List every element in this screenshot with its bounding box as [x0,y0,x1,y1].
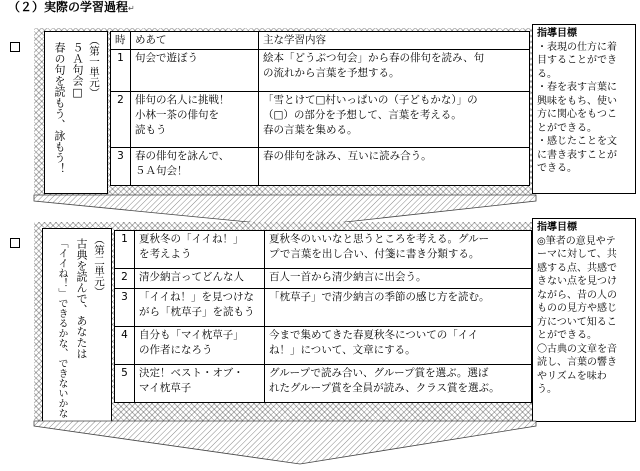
row-number: 3 [115,289,135,327]
bottom-arrow [0,420,640,470]
unit1-title-line1: ５Ａ句会□ [71,42,84,99]
table-row [111,50,530,92]
goal-line: ・表現の仕方に着 [537,41,617,53]
row-number: 1 [115,231,135,269]
goal-line: とができる。 [537,122,597,134]
row-number: 4 [115,327,135,365]
goal-line: ◎筆者の意見やテ [537,235,616,247]
table-row [115,289,532,327]
row-number: 3 [111,148,131,186]
row-content: 夏秋冬のいいなと思うところを考える。グルー プで言葉を出し合い、付箋に書き分類する。 [265,231,532,269]
goal-line: 興味をもち、使い [537,95,617,107]
goal-line: きない点を見つけ [537,276,617,287]
unit1-goals-box [532,24,636,194]
row-number: 5 [115,365,135,403]
row-content: 絵本「どうぶつ句会」から春の俳句を読み、句 の流れから言葉を予想する。 [259,50,530,92]
table-row [115,327,532,365]
row-number: 1 [111,50,131,92]
row-number: 2 [111,92,131,148]
goal-line: に書き表すことが [537,149,617,161]
table-row [115,269,532,289]
header-content: 主な学習内容 [259,32,530,50]
unit2-table [114,230,532,403]
goal-line: やリズムを味わ [537,370,607,382]
row-aim: 俳句の名人に挑戦！ 小林一茶の俳句を 読もう [131,92,259,148]
table-row [115,231,532,269]
unit1-title-line2: 春の句を読もう、詠もう！ [53,42,66,174]
goal-line: とができる。 [537,330,597,341]
unit1-table [110,31,530,186]
bullet-square-1 [10,42,20,52]
table-row [111,148,530,186]
row-content: 百人一首から清少納言に出会う。 [265,269,532,289]
goal-line: る。 [537,68,557,80]
goal-line: 〇古典の文章を音 [537,343,617,355]
goal-line: 読し、言葉の響き [537,357,617,368]
goal-line: 方について知るこ [537,316,617,328]
unit1-goals-heading: 指導目標 [537,28,577,39]
goal-line: う。 [537,384,557,395]
row-content: 春の俳句を詠み、互いに読み合う。 [259,148,530,186]
goal-line: 方に関心をもつこ [537,109,617,120]
row-aim: 自分も「マイ枕草子」 の作者になろう [135,327,265,365]
row-content: 今まで集めてきた春夏秋冬についての「イイ ね！」について、文章にする。 [265,327,532,365]
row-content: 「枕草子」で清少納言の季節の感じ方を読む。 [265,289,532,327]
goal-line: ーマに対して、共 [537,249,617,260]
goal-line: 感する点、共感で [537,262,617,274]
unit1-label: （第一単元） [88,35,100,98]
row-aim: 「イイね！」を見つけな がら「枕草子」を読もう [135,289,265,327]
unit1-header-row [111,32,530,50]
table-row [111,92,530,148]
goal-line: できる。 [537,163,577,174]
unit2-goals-heading: 指導目標 [537,222,577,233]
row-aim: 清少納言ってどんな人 [135,269,265,289]
header-time: 時 [111,32,131,50]
goal-line: ・感じたことを文 [537,136,617,147]
section-title: （２）実際の学習過程↵ [8,0,135,14]
row-aim: 句会で遊ぼう [131,50,259,92]
row-content: 「雪とけて□村いっぱいの（子どもかな）」の （□）の部分を予想して、言葉を考える。 春の言葉を集める。 [259,92,530,148]
unit2-title-line2: 「イイね！」できるかな、できないかな [56,238,67,418]
header-aim: めあて [131,32,259,50]
table-row [115,365,532,403]
goal-line: ・春を表す言葉に [537,82,617,93]
row-aim: 決定！ベスト・オブ・ マイ枕草子 [135,365,265,403]
goal-line: ものの見方や感じ [537,303,617,314]
row-content: グループで読み合い、グループ賞を選ぶ。選ば れたグループ賞を全員が読み、クラス賞を選ぶ。 [265,365,532,403]
goal-line: ながら、昔の人の [537,289,617,301]
goal-line: 目することができ [537,55,617,66]
unit2-title-line1: 古典を読んで、あなたは [75,238,88,359]
unit2-label: （第二単元） [93,234,105,297]
unit2-goals-box [532,218,636,422]
bullet-square-2 [10,238,20,248]
row-aim: 夏秋冬の「イイね！」 を考えよう [135,231,265,269]
row-aim: 春の俳句を詠んで、 ５Ａ句会！ [131,148,259,186]
row-number: 2 [115,269,135,289]
